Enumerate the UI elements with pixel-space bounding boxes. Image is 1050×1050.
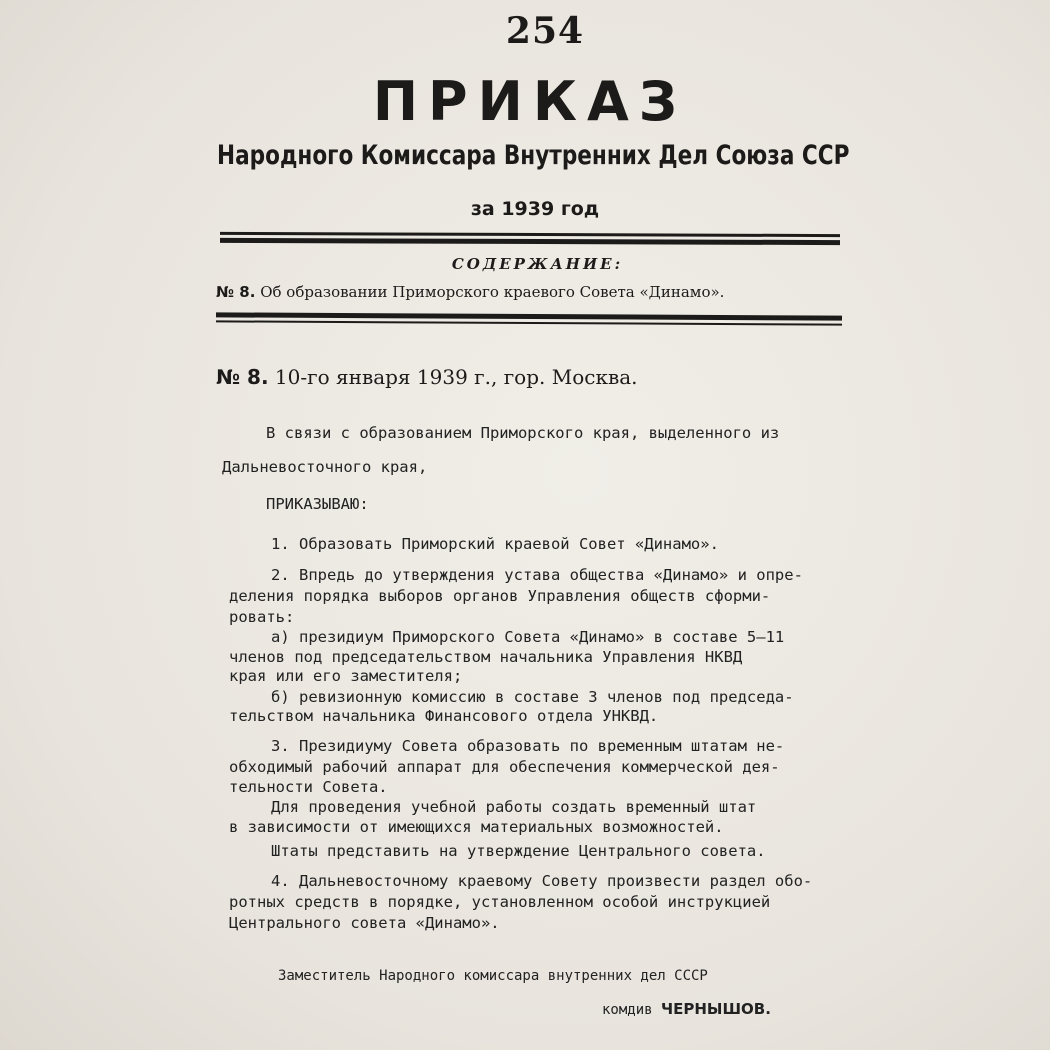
order-header: [216, 365, 638, 389]
paragraph-3b-line: в зависимости от имеющихся материальных возможностей.: [229, 818, 724, 836]
paragraph-2b-line: тельством начальника Финансового отдела УНКВД.: [229, 707, 659, 725]
signature-rank: комдив: [602, 1002, 653, 1018]
signature-line: [602, 1000, 771, 1018]
contents-heading: СОДЕРЖАНИЕ:: [451, 255, 624, 273]
header-rule-thick: [220, 238, 840, 245]
contents-rule-thick: [216, 312, 842, 320]
command-word: ПРИКАЗЫВАЮ:: [266, 495, 369, 513]
paragraph-3-line: 3. Президиуму Совета образовать по временным штатам не-: [271, 737, 785, 755]
paragraph-3-line: тельности Совета.: [229, 778, 388, 796]
preamble-line: Дальневосточного края,: [222, 458, 428, 476]
paragraph-1: 1. Образовать Приморский краевой Совет «Динамо».: [271, 535, 719, 553]
document-year: за 1939 год: [470, 198, 600, 220]
signature-position: Заместитель Народного комиссара внутренних дел СССР: [278, 968, 708, 984]
preamble-line: В связи с образованием Приморского края, выделенного из: [266, 424, 780, 442]
contents-item-number: № 8.: [216, 283, 256, 301]
paragraph-2a-line: края или его заместителя;: [229, 667, 463, 685]
paragraph-3c: Штаты представить на утверждение Центрального совета.: [271, 842, 766, 860]
order-date-place: 10-го января 1939 г., гор. Москва.: [274, 365, 638, 389]
paragraph-2a-line: членов под председательством начальника Управления НКВД: [229, 648, 743, 666]
paragraph-2-line: ровать:: [229, 608, 295, 626]
contents-item-text: Об образовании Приморского краевого Совета «Динамо».: [260, 283, 725, 301]
contents-item: [216, 283, 724, 301]
paragraph-3b-line: Для проведения учебной работы создать временный штат: [271, 798, 757, 816]
header-rule-thin: [220, 232, 840, 237]
document-issuer: Народного Комиссара Внутренних Дел Союза ССР: [217, 140, 850, 171]
contents-rule-thin: [216, 320, 842, 325]
paragraph-2a-line: а) президиум Приморского Совета «Динамо» в составе 5—11: [271, 628, 785, 646]
document-title: ПРИКАЗ: [372, 70, 688, 133]
paragraph-2-line: 2. Впредь до утверждения устава общества «Динамо» и опре-: [271, 566, 803, 584]
order-number: № 8.: [216, 365, 269, 389]
paragraph-4-line: ротных средств в порядке, установленном особой инструкцией: [229, 893, 771, 911]
paragraph-2b-line: б) ревизионную комиссию в составе 3 членов под председа-: [271, 688, 794, 706]
paragraph-2-line: деления порядка выборов органов Управления обществ сформи-: [229, 587, 771, 605]
paragraph-4-line: 4. Дальневосточному краевому Совету произвести раздел обо-: [271, 872, 813, 890]
signature-name: ЧЕРНЫШОВ.: [661, 1000, 771, 1018]
paragraph-4-line: Центрального совета «Динамо».: [229, 914, 500, 932]
page-number: 254: [505, 10, 585, 52]
paragraph-3-line: обходимый рабочий аппарат для обеспечения коммерческой дея-: [229, 758, 780, 776]
